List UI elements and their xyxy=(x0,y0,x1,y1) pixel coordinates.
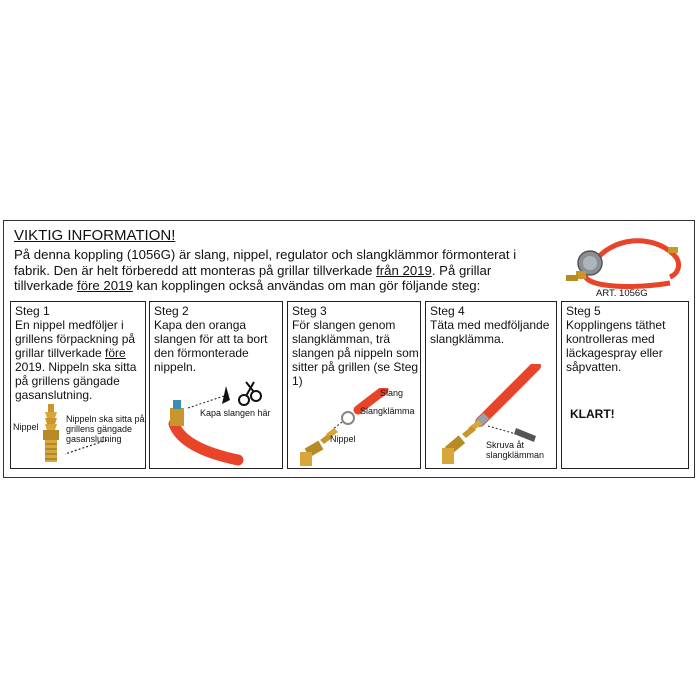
step-2-text: Kapa den oranga slangen för att ta bort den förmonterade nippeln. xyxy=(154,318,268,374)
step-3-heading: Steg 3 xyxy=(292,304,327,318)
step-1-heading: Steg 1 xyxy=(15,304,50,318)
step-1-link: före xyxy=(105,346,126,360)
nipple-illustration xyxy=(39,404,63,466)
step-1-label-nippel: Nippel xyxy=(13,422,39,432)
info-card xyxy=(3,220,695,478)
step-2-label-cut: Kapa slangen här xyxy=(200,408,271,418)
intro-part-2: . På grillar tillverkade xyxy=(14,262,492,293)
step-2-heading: Steg 2 xyxy=(154,304,189,318)
intro-text xyxy=(14,247,539,294)
step-4-box xyxy=(425,301,557,469)
product-label: ART. 1056G xyxy=(596,288,648,299)
intro-link-2: före 2019 xyxy=(77,278,133,293)
intro-part-3: kan kopplingen också användas om man gör följande steg: xyxy=(132,278,481,293)
step-5-done: KLART! xyxy=(570,407,615,421)
step-3-box xyxy=(287,301,421,469)
step-3-label-clamp: Slangklämma xyxy=(360,406,415,416)
step-1-box xyxy=(10,301,146,469)
step-1-label-note: Nippeln ska sitta på grillens gängade gasanslutning xyxy=(66,414,145,444)
step-5-box xyxy=(561,301,689,469)
step-4-label-screw: Skruva åt slangklämman xyxy=(486,440,545,460)
step-1-text xyxy=(15,318,143,402)
intro-part-1: På denna koppling (1056G) är slang, nippel, regulator och slangklämmor förmonterat i fabrik. Den är helt förberedd att monteras på grillar tillverkade xyxy=(14,247,517,278)
info-title: VIKTIG INFORMATION! xyxy=(14,227,176,244)
step-5-text: Kopplingens täthet kontrolleras med läckagespray eller såpvatten. xyxy=(566,318,666,374)
dotted-arrow xyxy=(61,438,111,458)
cut-hose-illustration xyxy=(160,380,280,466)
step-2-box xyxy=(149,301,283,469)
intro-link-1: från 2019 xyxy=(376,262,432,278)
step-3-label-nippel: Nippel xyxy=(330,434,356,444)
step-4-text: Täta med medföljande slangklämma. xyxy=(430,318,550,346)
assembly-illustration xyxy=(292,388,418,468)
step-3-label-slang: Slang xyxy=(380,388,404,398)
step-5-heading: Steg 5 xyxy=(566,304,601,318)
step-4-heading: Steg 4 xyxy=(430,304,465,318)
step-1-text-b: 2019. Nippeln ska sitta på grillens gängade gasanslutning. xyxy=(15,360,137,402)
step-1-text-a: En nippel medföljer i grillens förpackning på grillar tillverkade xyxy=(15,318,136,360)
step-3-text: För slangen genom slangklämman, trä slangen på nippeln som sitter på grillen (se Steg 1) xyxy=(292,318,419,388)
